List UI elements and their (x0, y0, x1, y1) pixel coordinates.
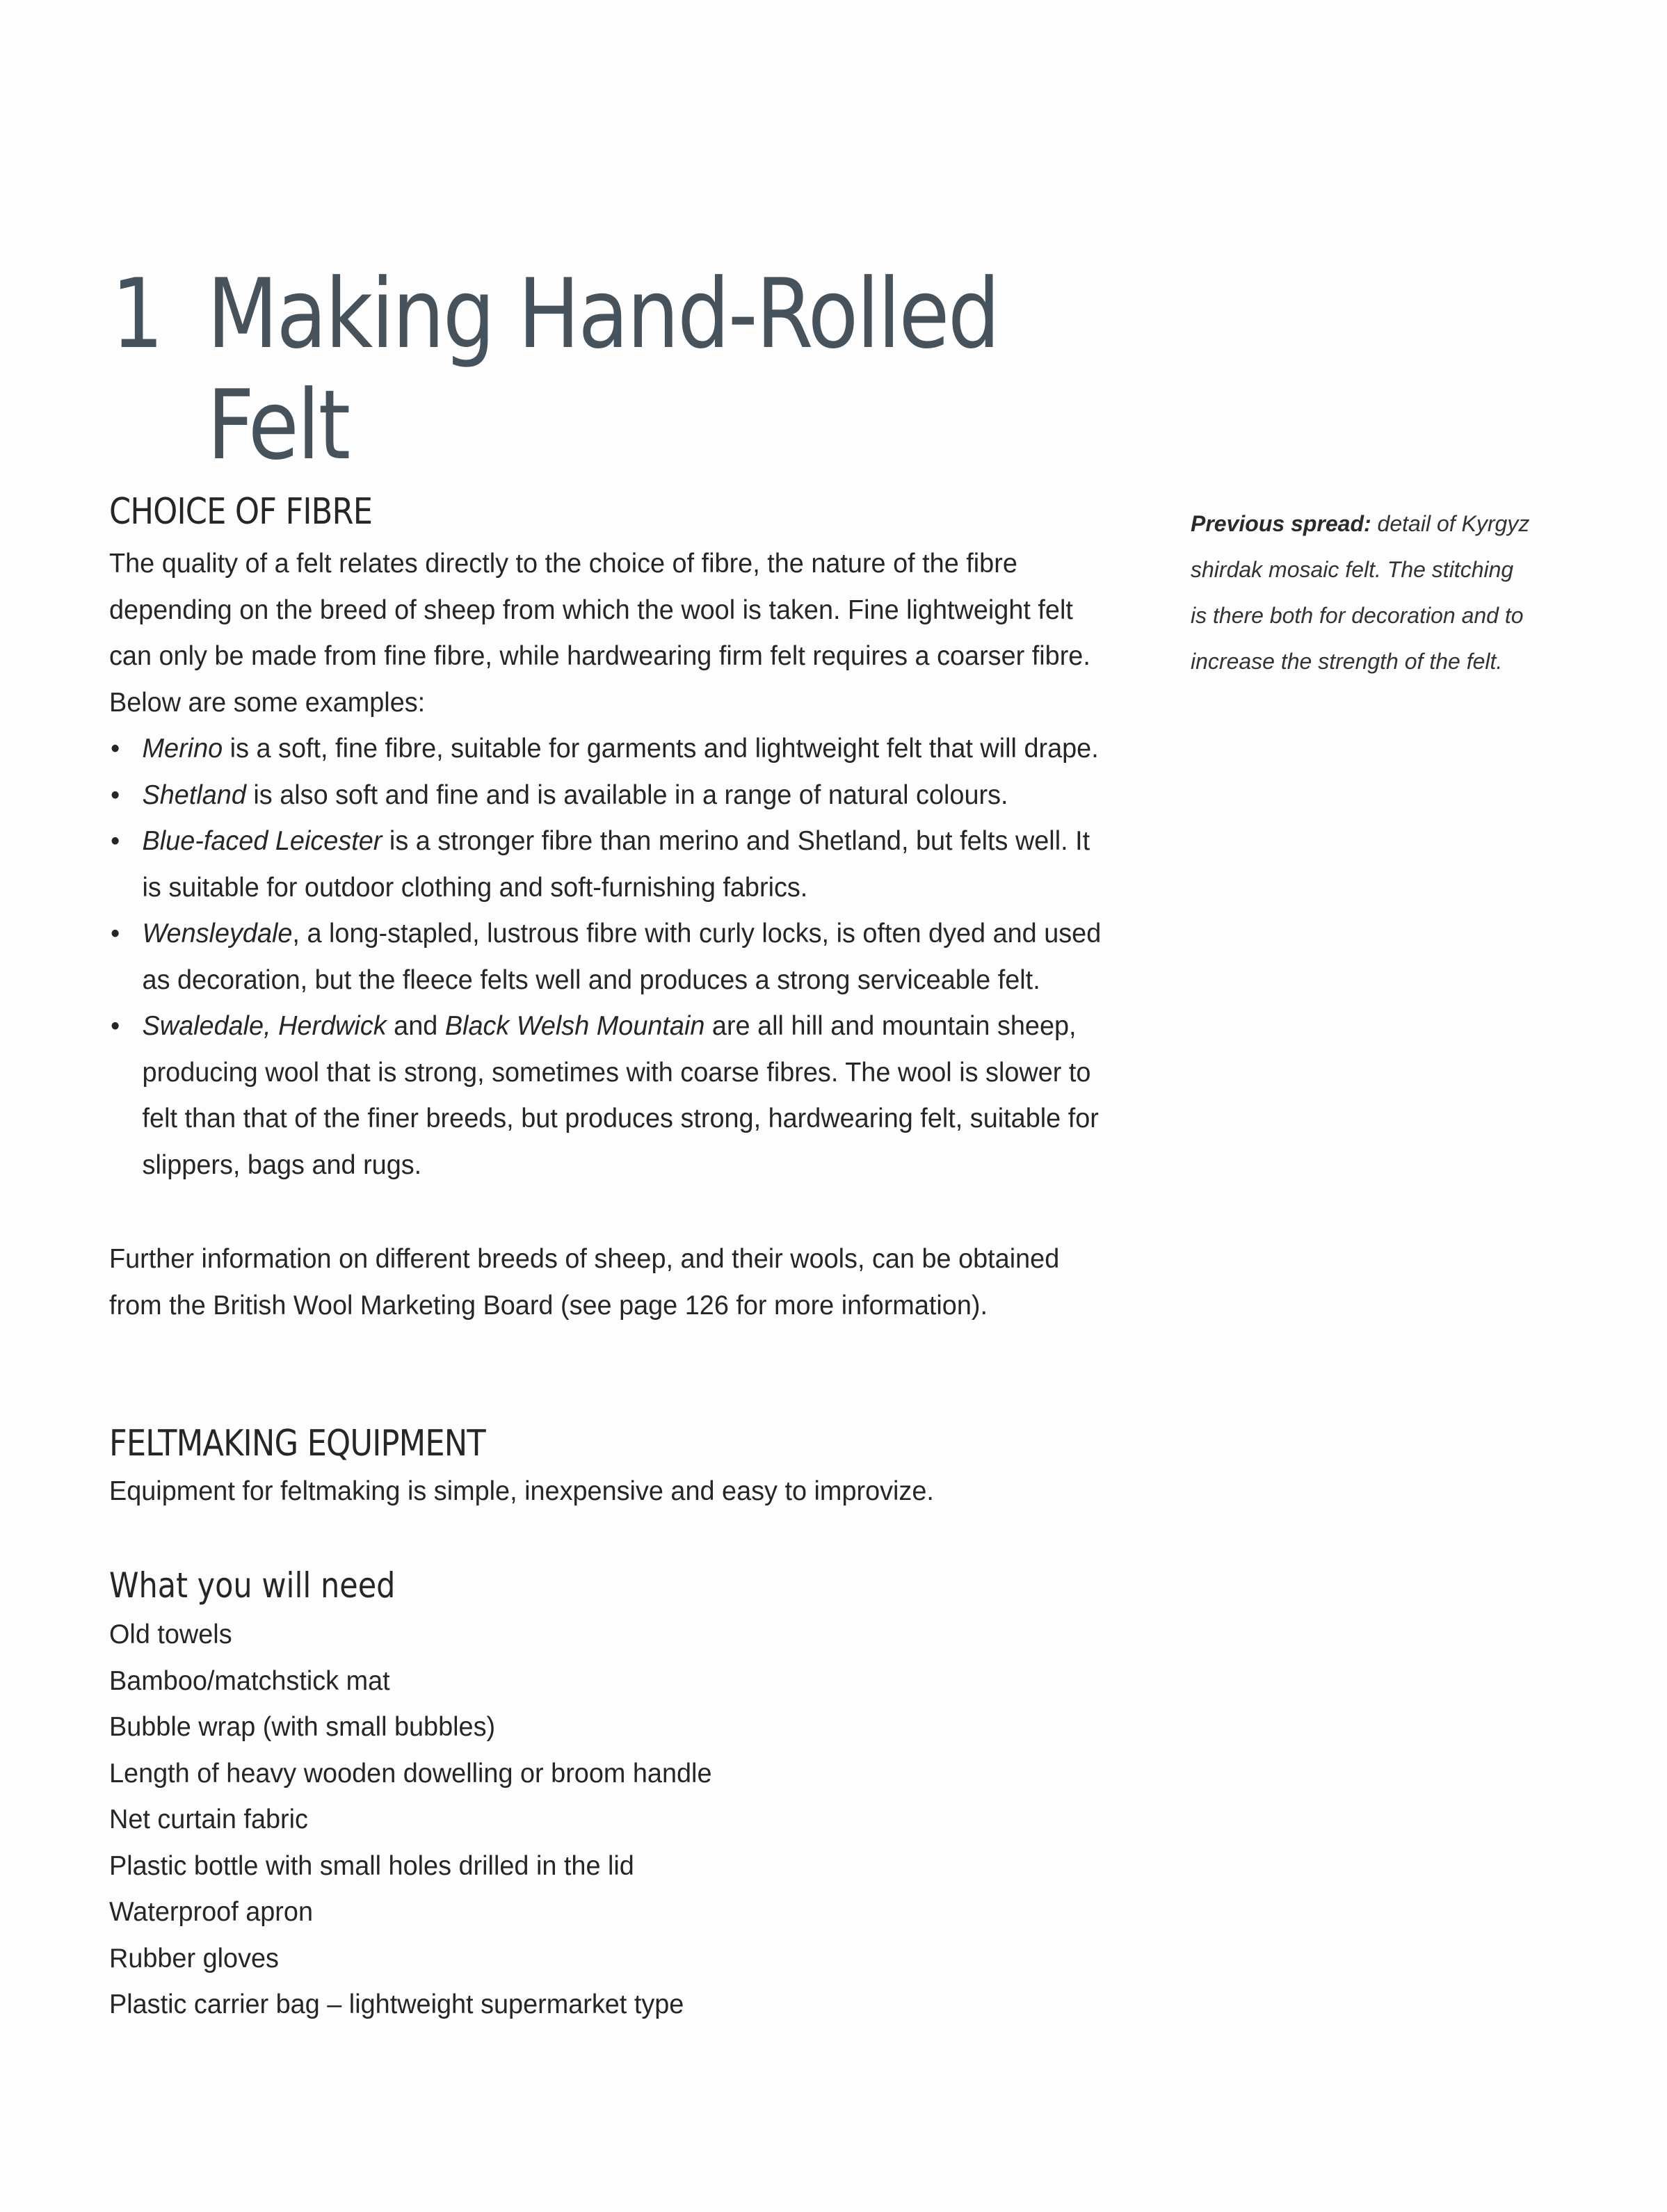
bullet-icon: • (110, 780, 120, 810)
breed-item-merino (109, 726, 1101, 773)
chapter-number: 1 (111, 258, 162, 370)
text-line: Equipment for feltmaking is simple, inexpensive and easy to improvize. (109, 1476, 934, 1506)
section-heading-feltmaking-equipment: FELTMAKING EQUIPMENT (109, 1423, 485, 1464)
bullet-icon: • (110, 734, 120, 764)
equipment-item: Waterproof apron (109, 1897, 313, 1927)
breed-name: Swaledale, Herdwick (142, 1011, 387, 1041)
text-line: are all hill and mountain sheep, (704, 1011, 1077, 1041)
text-line: is a stronger fibre than merino and Shetland, but felts well. It (382, 826, 1090, 856)
breed-item-wensleydale (109, 911, 1101, 1003)
bullet-icon: • (110, 1011, 120, 1041)
text-line: can only be made from fine fibre, while hardwearing firm felt requires a coarser fibre. (109, 641, 1090, 671)
breed-name: Black Welsh Mountain (444, 1011, 705, 1041)
fibre-intro-paragraph (109, 541, 1090, 726)
breed-item-hill-sheep (109, 1003, 1101, 1188)
text-line: depending on the breed of sheep from which the wool is taken. Fine lightweight felt (109, 595, 1073, 625)
text-line: , a long-stapled, lustrous fibre with curly locks, is often dyed and used (292, 919, 1102, 948)
equipment-item: Plastic bottle with small holes drilled in the lid (109, 1850, 634, 1881)
equipment-item: Plastic carrier bag – lightweight supermarket type (109, 1989, 684, 2019)
text-line: is a soft, fine fibre, suitable for garments and lightweight felt that will drape. (223, 734, 1099, 764)
text-line: The quality of a felt relates directly to the choice of fibre, the nature of the fibre (109, 549, 1017, 579)
equipment-intro (109, 1469, 934, 1515)
equipment-item: Old towels (109, 1620, 232, 1649)
text-line: felt than that of the finer breeds, but produces strong, hardwearing felt, suitable for (142, 1104, 1099, 1133)
subheading-what-you-will-need: What you will need (109, 1565, 396, 1606)
caption-text: is there both for decoration and to (1191, 603, 1524, 628)
text-line: Further information on different breeds of sheep, and their wools, can be obtained (109, 1244, 1060, 1274)
equipment-item: Bamboo/matchstick mat (109, 1665, 390, 1696)
bullet-icon: • (110, 826, 120, 856)
sidebar-caption (1191, 501, 1608, 684)
equipment-list (109, 1612, 711, 2028)
breed-name: Wensleydale (142, 919, 293, 948)
bullet-icon: • (110, 919, 120, 948)
text-line: producing wool that is strong, sometimes with coarse fibres. The wool is slower to (142, 1057, 1091, 1088)
text-line: Below are some examples: (109, 687, 426, 718)
breed-item-shetland (109, 773, 1101, 819)
breed-joiner: and (386, 1011, 445, 1041)
text-line: is also soft and fine and is available in a range of natural colours. (245, 780, 1008, 810)
breed-name: Blue-faced Leicester (142, 826, 382, 856)
caption-text: shirdak mosaic felt. The stitching (1191, 557, 1514, 582)
text-line: as decoration, but the fleece felts well and produces a strong serviceable felt. (142, 964, 1040, 995)
equipment-item: Length of heavy wooden dowelling or broom handle (109, 1758, 712, 1789)
breed-name: Merino (142, 734, 223, 764)
text-line: from the British Wool Marketing Board (see page 126 for more information). (109, 1290, 988, 1321)
equipment-item: Rubber gloves (109, 1943, 279, 1973)
equipment-item: Bubble wrap (with small bubbles) (109, 1712, 496, 1742)
breed-item-blue-faced-leicester (109, 818, 1101, 911)
equipment-item: Net curtain fabric (109, 1805, 308, 1834)
text-line: slippers, bags and rugs. (142, 1149, 422, 1180)
breed-name: Shetland (142, 780, 246, 810)
caption-text: increase the strength of the felt. (1191, 649, 1503, 674)
caption-label: Previous spread: (1191, 511, 1371, 536)
chapter-title (207, 259, 999, 481)
caption-text: detail of Kyrgyz (1371, 511, 1530, 536)
chapter-title-line-2: Felt (207, 369, 349, 481)
breed-list (109, 726, 1101, 1188)
section-heading-choice-of-fibre: CHOICE OF FIBRE (109, 491, 373, 533)
chapter-title-line-1: Making Hand-Rolled (207, 258, 999, 370)
further-info-paragraph (109, 1236, 1059, 1329)
text-line: is suitable for outdoor clothing and soft-furnishing fabrics. (142, 872, 808, 903)
